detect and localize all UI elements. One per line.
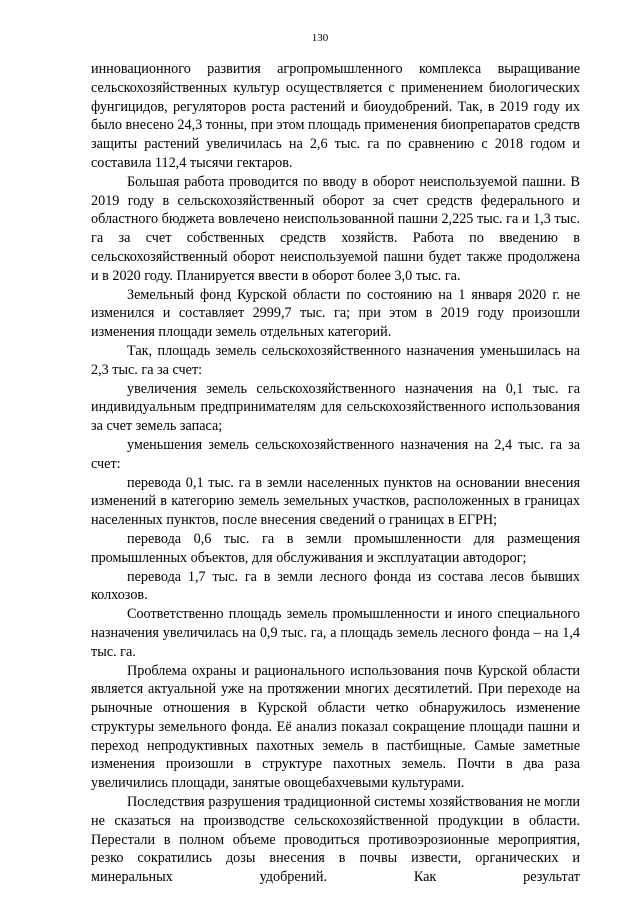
paragraph: Соответственно площадь земель промышленности и иного специального назначения увеличилась на 0,9 тыс. га, а площадь земель лесного фонда – на 1,4 тыс. га. bbox=[91, 606, 580, 660]
list-item: перевода 0,1 тыс. га в земли населенных пунктов на основании внесения изменений в категорию земель земельных участков, расположенных в границах населенных пунктов, после внесения сведений о границах в ЕГРН; bbox=[91, 474, 580, 529]
list-item: увеличения земель сельскохозяйственного назначения на 0,1 тыс. га индивидуальным предпринимателям для сельскохозяйственного использования за счет земель запаса; bbox=[91, 380, 580, 435]
paragraph: инновационного развития агропромышленного комплекса выращивание сельскохозяйственных культур осуществляется с применением биологических фунгицидов, регуляторов роста растений и биоудобрений. Так, в 2019 году их было внесено 24,3 тонны, при этом площадь применения биопрепаратов средств защиты растений увеличилась на 2,6 тыс. га по сравнению с 2018 годом и составила 112,4 тысячи гектаров. bbox=[91, 61, 580, 171]
paragraph: Земельный фонд Курской области по состоянию на 1 января 2020 г. не изменился и составляет 2999,7 тыс. га; при этом в 2019 году произошли изменения площади земель отдельных категорий. bbox=[91, 286, 580, 341]
list-item: перевода 1,7 тыс. га в земли лесного фонда из состава лесов бывших колхозов. bbox=[91, 568, 580, 604]
page-number: 130 bbox=[311, 32, 329, 44]
list-item: перевода 0,6 тыс. га в земли промышленности для размещения промышленных объектов, для обслуживания и эксплуатации автодорог; bbox=[91, 530, 580, 566]
paragraph: Последствия разрушения традиционной системы хозяйствования не могли не сказаться на производстве сельскохозяйственной продукции в области. Перестали в полном объеме проводиться противоэрозионные мероприятия, резко сократились дозы внесения в почвы извести, органических и минеральных удобрений. Как результат bbox=[91, 794, 580, 886]
paragraph: Проблема охраны и рационального использования почв Курской области является актуальной уже на протяжении многих десятилетий. При переходе на рыночные отношения в Курской области четко обнаружилось изменение структуры земельного фонда. Её анализ показал сокращение площади пашни и переход непродуктивных пахотных земель в пастбищные. Самые заметные изменения произошли в структуре пахотных земель. Почти в два раза увеличились площади, занятые овощебахчевыми культурами. bbox=[91, 662, 580, 792]
paragraph: Так, площадь земель сельскохозяйственного назначения уменьшилась на 2,3 тыс. га за счет: bbox=[91, 342, 580, 378]
list-item: уменьшения земель сельскохозяйственного назначения на 2,4 тыс. га за счет: bbox=[91, 436, 580, 472]
paragraph: Большая работа проводится по вводу в оборот неиспользуемой пашни. В 2019 году в сельскохозяйственный оборот за счет средств федерального и областного бюджета вовлечено неиспользованной пашни 2,225 тыс. га и 1,3 тыс. га за счет собственных средств хозяйств. Работа по введению в сельскохозяйственный оборот неиспользуемой пашни будет также продолжена и в 2020 году. Планируется ввести в оборот более 3,0 тыс. га. bbox=[91, 173, 580, 284]
document-body bbox=[91, 60, 580, 887]
